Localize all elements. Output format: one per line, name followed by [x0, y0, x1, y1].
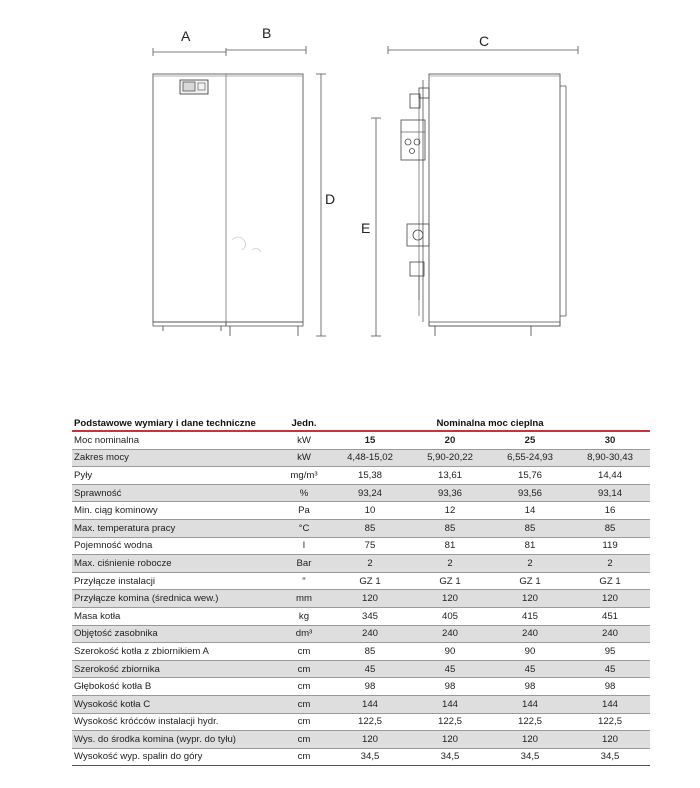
row-label: Moc nominalna	[74, 434, 140, 446]
row-value: 240	[410, 625, 490, 643]
row-unit: Bar	[278, 555, 330, 573]
row-value: 45	[570, 660, 650, 678]
row-value: 144	[490, 695, 570, 713]
row-value: 15,38	[357, 469, 382, 481]
row-value: 120	[330, 731, 410, 749]
dimension-label-d: D	[325, 191, 336, 207]
row-value: 122,5	[598, 716, 623, 728]
table-row	[72, 519, 650, 537]
row-value: 90	[524, 645, 536, 657]
row-unit: cm	[278, 731, 330, 749]
row-value: 12	[444, 505, 456, 517]
table-header-row	[72, 416, 650, 431]
row-value: 30	[604, 434, 616, 446]
unit-column-header: Jedn.	[291, 417, 317, 429]
row-label: Wysokość kotła C	[72, 695, 278, 713]
row-value: 2	[570, 555, 650, 573]
row-value: 85	[490, 519, 570, 537]
row-value: 14	[524, 505, 536, 517]
row-label: Wysokość wyp. spalin do góry	[74, 751, 203, 763]
row-value: GZ 1	[519, 575, 541, 587]
boiler-dimension-drawing	[0, 0, 700, 380]
row-label: Przyłącze instalacji	[74, 575, 156, 587]
row-unit: l	[302, 540, 306, 552]
table-row	[72, 713, 650, 731]
row-value: 93,24	[330, 484, 410, 502]
row-value: GZ 1	[599, 575, 621, 587]
row-value: 120	[570, 590, 650, 608]
row-label: Szerokość kotła z zbiornikiem A	[74, 645, 209, 657]
row-value: 240	[570, 625, 650, 643]
row-label: Zakres mocy	[72, 449, 278, 467]
row-value: 15	[364, 434, 376, 446]
row-value: 93,36	[410, 484, 490, 502]
row-unit: kW	[297, 434, 311, 446]
row-value: 144	[330, 695, 410, 713]
row-value: 122,5	[437, 716, 462, 728]
row-unit: dm³	[278, 625, 330, 643]
row-value: 98	[444, 681, 456, 693]
table-row	[72, 555, 650, 573]
row-label: Szerokość zbiornika	[72, 660, 278, 678]
specification-table	[72, 416, 650, 766]
row-value: 34,5	[520, 751, 540, 763]
row-value: 45	[410, 660, 490, 678]
table-row	[72, 731, 650, 749]
row-value: 122,5	[357, 716, 382, 728]
row-value: 85	[410, 519, 490, 537]
table-row	[72, 572, 650, 590]
row-value: 25	[524, 434, 536, 446]
row-value: 144	[410, 695, 490, 713]
row-value: 45	[490, 660, 570, 678]
row-value: 120	[570, 731, 650, 749]
row-value: 10	[364, 505, 376, 517]
table-row	[72, 625, 650, 643]
row-label: Sprawność	[72, 484, 278, 502]
table-row	[72, 695, 650, 713]
row-unit: kg	[298, 610, 310, 622]
row-value: 45	[330, 660, 410, 678]
row-value: 415	[521, 610, 538, 622]
row-value: 81	[444, 540, 456, 552]
row-value: 345	[361, 610, 378, 622]
row-unit: mm	[278, 590, 330, 608]
row-unit: kW	[278, 449, 330, 467]
row-label: Wysokość króćców instalacji hydr.	[74, 716, 219, 728]
row-value: GZ 1	[359, 575, 381, 587]
row-unit: %	[278, 484, 330, 502]
row-label: Głębokość kotła B	[74, 681, 152, 693]
row-value: 2	[490, 555, 570, 573]
row-label: Wys. do środka komina (wypr. do tyłu)	[72, 731, 278, 749]
row-value: 120	[330, 590, 410, 608]
row-label: Objętość zasobnika	[72, 625, 278, 643]
table-row	[72, 678, 650, 696]
dimension-label-e: E	[361, 220, 371, 236]
row-value: 75	[364, 540, 376, 552]
row-unit: "	[302, 575, 306, 587]
row-unit: cm	[297, 681, 311, 693]
row-unit: cm	[297, 645, 311, 657]
table-row	[72, 502, 650, 520]
row-value: 34,5	[600, 751, 620, 763]
table-row	[72, 431, 650, 449]
row-value: 15,76	[517, 469, 542, 481]
row-value: 85	[364, 645, 376, 657]
table-row	[72, 449, 650, 467]
row-unit: cm	[278, 695, 330, 713]
row-value: 85	[330, 519, 410, 537]
row-value: 120	[410, 731, 490, 749]
row-value: GZ 1	[439, 575, 461, 587]
table-row	[72, 590, 650, 608]
dimension-label-b: B	[262, 25, 272, 41]
row-value: 120	[490, 731, 570, 749]
row-value: 405	[441, 610, 458, 622]
row-value: 81	[524, 540, 536, 552]
table-row	[72, 643, 650, 661]
row-value: 144	[570, 695, 650, 713]
row-label: Max. ciśnienie robocze	[72, 555, 278, 573]
row-unit: Pa	[298, 505, 310, 517]
row-unit: mg/m³	[290, 469, 318, 481]
row-unit: °C	[278, 519, 330, 537]
row-value: 120	[490, 590, 570, 608]
nominal-power-group-header: Nominalna moc cieplna	[436, 417, 544, 429]
row-value: 240	[330, 625, 410, 643]
row-unit: cm	[297, 751, 311, 763]
row-value: 6,55-24,93	[490, 449, 570, 467]
row-value: 13,61	[437, 469, 462, 481]
row-unit: cm	[297, 716, 311, 728]
row-value: 5,90-20,22	[410, 449, 490, 467]
row-value: 8,90-30,43	[570, 449, 650, 467]
dimension-label-a: A	[181, 28, 191, 44]
table-body	[72, 431, 650, 766]
row-value: 122,5	[517, 716, 542, 728]
row-value: 93,56	[490, 484, 570, 502]
row-value: 90	[444, 645, 456, 657]
table-row	[72, 484, 650, 502]
table-row	[72, 467, 650, 485]
row-value: 85	[570, 519, 650, 537]
table-row	[72, 660, 650, 678]
row-value: 2	[410, 555, 490, 573]
table-row	[72, 748, 650, 766]
row-value: 34,5	[440, 751, 460, 763]
table-row	[72, 537, 650, 555]
row-value: 4,48-15,02	[330, 449, 410, 467]
row-value: 16	[604, 505, 616, 517]
row-value: 14,44	[598, 469, 623, 481]
row-value: 98	[364, 681, 376, 693]
table-title: Podstawowe wymiary i dane techniczne	[74, 417, 256, 429]
dimension-label-c: C	[479, 33, 490, 49]
row-value: 240	[490, 625, 570, 643]
row-value: 119	[602, 540, 618, 552]
row-value: 2	[330, 555, 410, 573]
row-value: 98	[524, 681, 536, 693]
row-label: Masa kotła	[74, 610, 121, 622]
row-value: 98	[604, 681, 616, 693]
row-label: Przyłącze komina (średnica wew.)	[72, 590, 278, 608]
row-value: 95	[604, 645, 616, 657]
row-value: 93,14	[570, 484, 650, 502]
row-value: 120	[410, 590, 490, 608]
table-row	[72, 607, 650, 625]
row-label: Max. temperatura pracy	[72, 519, 278, 537]
row-label: Min. ciąg kominowy	[74, 505, 158, 517]
row-label: Pyły	[74, 469, 93, 481]
row-label: Pojemność wodna	[74, 540, 153, 552]
row-value: 34,5	[360, 751, 380, 763]
row-unit: cm	[278, 660, 330, 678]
row-value: 451	[602, 610, 619, 622]
row-value: 20	[444, 434, 456, 446]
